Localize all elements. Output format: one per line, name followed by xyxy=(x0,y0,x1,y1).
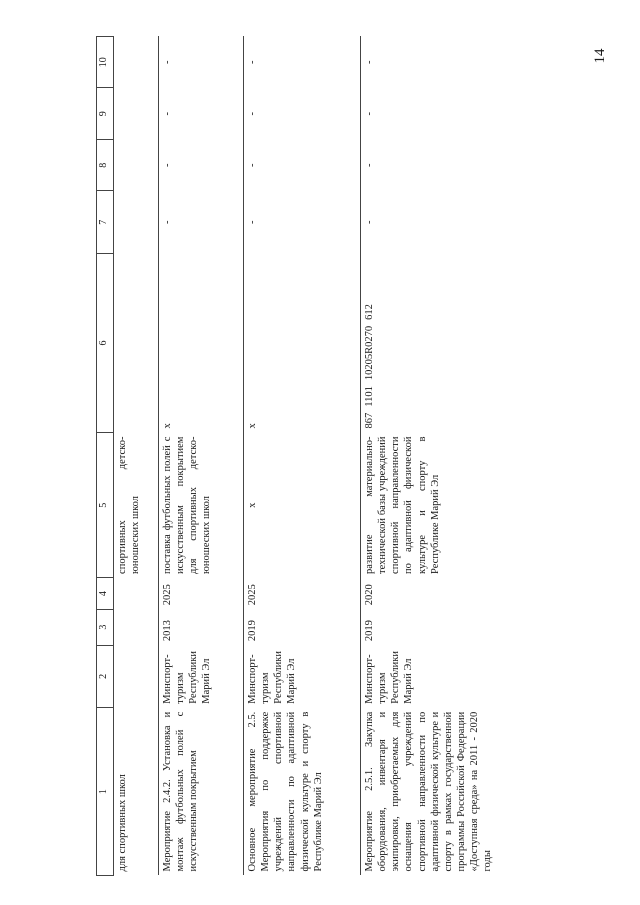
value-cell: - xyxy=(361,88,541,139)
header-cell: 9 xyxy=(97,88,114,139)
header-cell: 10 xyxy=(97,37,114,89)
value-cell: - xyxy=(244,139,361,190)
continuation-text: для спортивных школ xyxy=(117,774,128,872)
expected-result: поставка футбольных полей с искусственным покрытием для спортивных детско-юношеских школ xyxy=(159,433,244,578)
value-cell: - xyxy=(159,191,244,254)
header-cell: 1 xyxy=(97,708,114,876)
start-year: 2019 xyxy=(361,609,541,645)
executor: Минспорт-туризм Республики Марий Эл xyxy=(159,645,244,708)
value-cell: - xyxy=(361,191,541,254)
budget-code xyxy=(361,254,541,433)
header-cell: 5 xyxy=(97,433,114,578)
continuation-row xyxy=(114,37,159,876)
program-measures-table xyxy=(96,36,540,876)
header-cell: 6 xyxy=(97,254,114,433)
header-cell: 3 xyxy=(97,609,114,645)
budget-code-part: 10205R0270 xyxy=(364,325,375,381)
value-cell: - xyxy=(159,139,244,190)
budget-code-part: 1101 xyxy=(364,386,375,407)
budget-code-part: 867 xyxy=(364,412,375,429)
header-row xyxy=(97,37,114,876)
value-cell: - xyxy=(244,37,361,89)
expected-result: развитие материально-технической базы учреждений спортивной направленности по адаптивной физической культуре и спорту в Республике Марий Эл xyxy=(361,433,541,578)
header-cell: 4 xyxy=(97,578,114,609)
value-cell: - xyxy=(361,139,541,190)
budget-code: х xyxy=(244,254,361,433)
table-row xyxy=(361,37,541,876)
executor: Минспорт-туризм Республики Марий Эл xyxy=(361,645,541,708)
header-cell: 2 xyxy=(97,645,114,708)
start-year: 2013 xyxy=(159,609,244,645)
continuation-text: спортивных детско-юношеских школ xyxy=(117,436,142,574)
end-year: 2020 xyxy=(361,578,541,609)
executor: Минспорт-туризм Республики Марий Эл xyxy=(244,645,361,708)
header-cell: 7 xyxy=(97,191,114,254)
start-year: 2019 xyxy=(244,609,361,645)
value-cell: - xyxy=(361,37,541,89)
measure-name: Основное мероприятие 2.5. Мероприятия по поддержке учреждений спортивной направленности по адаптивной физической культуре и спорту в Республике Марий Эл xyxy=(244,708,361,876)
end-year: 2025 xyxy=(159,578,244,609)
header-cell: 8 xyxy=(97,139,114,190)
value-cell: - xyxy=(159,37,244,89)
measure-name: Мероприятие 2.4.2. Установка и монтаж футбольных полей с искусственным покрытием xyxy=(159,708,244,876)
page-number: 14 xyxy=(592,48,608,64)
value-cell: - xyxy=(159,88,244,139)
value-cell: - xyxy=(244,191,361,254)
table-row xyxy=(159,37,244,876)
table-row xyxy=(244,37,361,876)
budget-code-part: 612 xyxy=(364,304,375,320)
value-cell: - xyxy=(244,88,361,139)
expected-result: х xyxy=(244,433,361,578)
measure-name: Мероприятие 2.5.1. Закупка оборудования, инвентаря и экипировки, приобретаемых для оснащения учреждений спортивной направленности по адаптивной физической культуре и спорту в рамках государственной программы Российской Федерации «Доступная среда» на 2011 - 2020 годы xyxy=(361,708,541,876)
budget-code: х xyxy=(159,254,244,433)
end-year: 2025 xyxy=(244,578,361,609)
rotated-table-container xyxy=(96,36,576,876)
